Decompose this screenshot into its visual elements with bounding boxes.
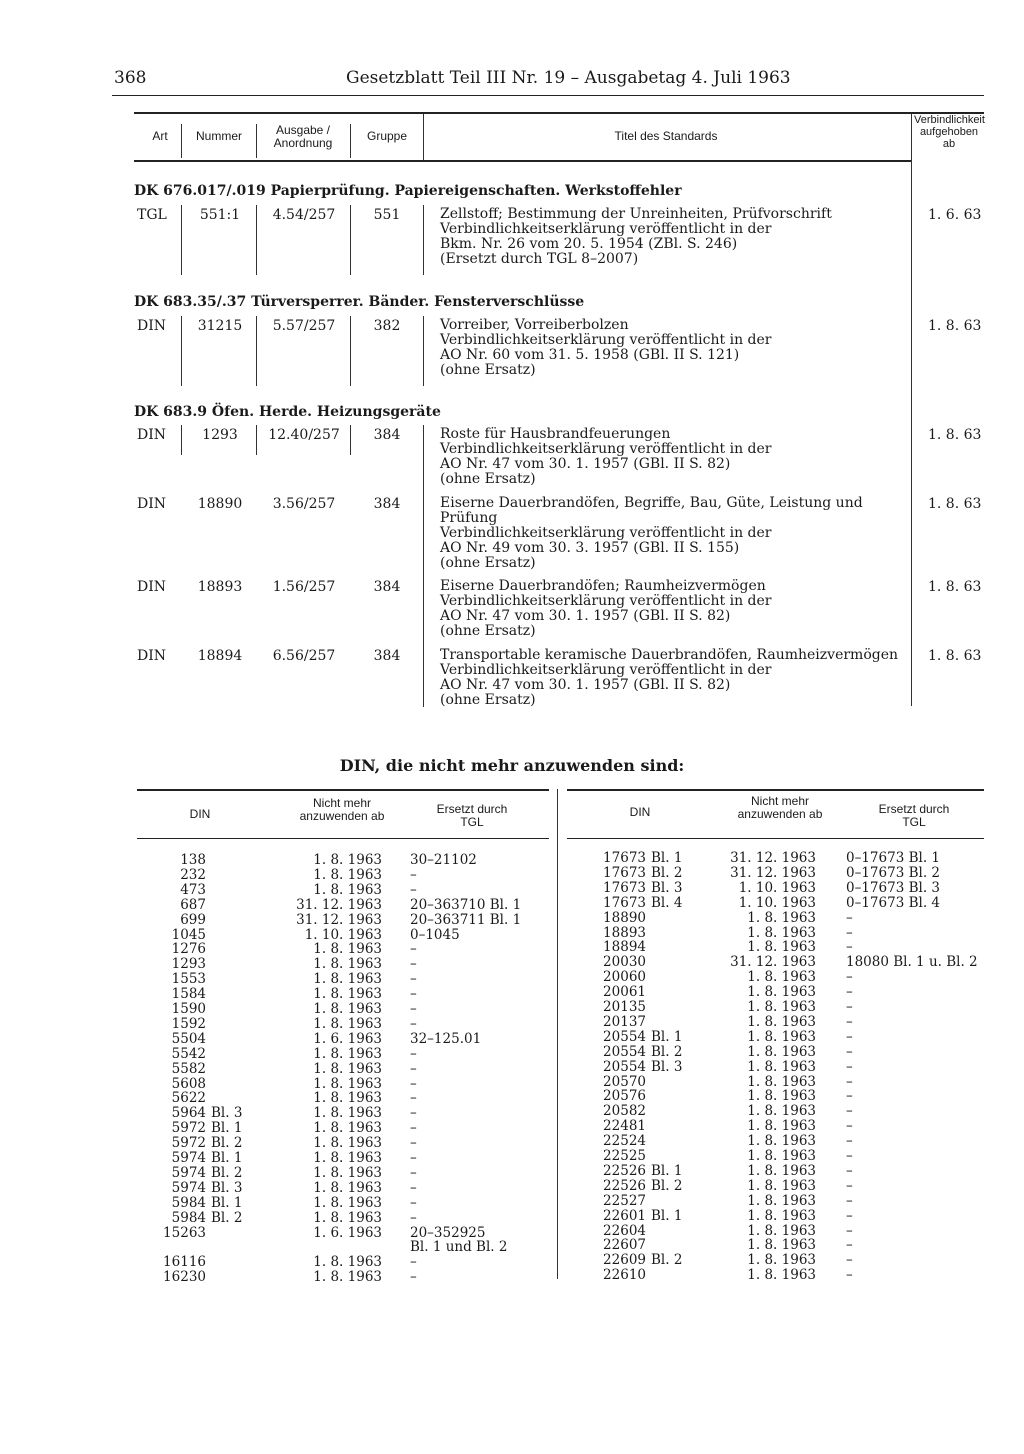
din-number: 17673 xyxy=(603,879,646,896)
gruppe-cell: 551 xyxy=(373,207,401,223)
titel-cell: Transportable keramische Dauerbrandöfen, Raumheizvermögen Verbindlichkeitserklärung veröffentlicht in der AO Nr. 47 vom 30. 1. 1957 (GBl. II S. 82) (ohne Ersatz) xyxy=(440,647,899,708)
ersetzt-cell: – xyxy=(846,1073,853,1090)
gruppe-cell: 384 xyxy=(373,648,401,664)
din-number: 20554 xyxy=(603,1028,646,1045)
date-cell: 1. 8. 1963 xyxy=(747,1252,816,1269)
din-number: 22526 xyxy=(603,1177,646,1194)
date-cell: 1. 8. 1963 xyxy=(313,1105,382,1122)
ersetzt-cell: – xyxy=(846,1043,853,1060)
din-number: 22604 xyxy=(603,1222,646,1239)
din-number: 699 xyxy=(180,911,206,928)
ersetzt-cell: 20–363711 Bl. 1 xyxy=(410,911,522,928)
ausgabe-cell: 5.57/257 xyxy=(272,318,336,334)
list-header-rule xyxy=(567,838,984,839)
ersetzt-cell: – xyxy=(846,999,853,1015)
din-sheet: Bl. 2 xyxy=(651,864,683,881)
date-cell: 1. 8. 1963 xyxy=(747,1133,816,1150)
din-number: 5964 xyxy=(171,1105,206,1122)
list-col-header-nicht-mehr: Nicht mehr anzuwenden ab xyxy=(299,796,385,823)
nummer-cell: 31215 xyxy=(197,318,243,334)
date-cell: 1. 8. 1963 xyxy=(313,941,382,958)
ersetzt-cell: 0–17673 Bl. 2 xyxy=(846,864,940,881)
art-cell: DIN xyxy=(137,427,167,443)
din-number: 1276 xyxy=(171,941,206,958)
din-sheet: Bl. 1 xyxy=(651,1207,683,1224)
ausgabe-cell: 6.56/257 xyxy=(272,648,336,664)
upper-table-header-rule xyxy=(134,160,912,162)
ersetzt-cell: 0–1045 xyxy=(410,926,460,943)
din-number: 5582 xyxy=(171,1060,206,1077)
list-col-header-nicht-mehr: Nicht mehr anzuwenden ab xyxy=(737,794,823,821)
date-cell: 1. 8. 1963 xyxy=(747,1177,816,1194)
din-sheet: Bl. 2 xyxy=(651,1043,683,1060)
ersetzt-cell: 20–352925 xyxy=(410,1224,486,1241)
din-sheet: Bl. 3 xyxy=(211,1105,243,1122)
date-cell: 1. 10. 1963 xyxy=(304,926,382,943)
ersetzt-cell: 0–17673 Bl. 4 xyxy=(846,894,940,911)
date-cell: 1. 8. 1963 xyxy=(747,1207,816,1224)
date-cell: 1. 8. 63 xyxy=(928,496,982,512)
col-header-art: Art xyxy=(152,129,168,143)
din-number: 473 xyxy=(180,881,206,898)
date-cell: 1. 8. 1963 xyxy=(313,1075,382,1092)
ersetzt-cell: – xyxy=(846,1133,853,1150)
date-cell: 1. 8. 1963 xyxy=(313,1045,382,1062)
din-sheet: Bl. 2 xyxy=(651,1177,683,1194)
din-number: 20576 xyxy=(603,1088,646,1105)
ausgabe-cell: 3.56/257 xyxy=(272,496,336,512)
ersetzt-cell: – xyxy=(846,969,853,986)
ersetzt-cell: – xyxy=(846,1028,853,1045)
titel-cell: Eiserne Dauerbrandöfen; Raumheizvermögen Verbindlichkeitserklärung veröffentlicht in der AO Nr. 47 vom 30. 1. 1957 (GBl. II S. 82) (ohne Ersatz) xyxy=(440,578,772,639)
column-sep xyxy=(256,316,257,386)
date-cell: 1. 8. 1963 xyxy=(747,1013,816,1030)
list-col-header-din: DIN xyxy=(189,807,211,821)
ersetzt-cell: – xyxy=(410,1060,417,1077)
header-rule xyxy=(112,95,984,96)
ersetzt-cell: – xyxy=(846,1207,853,1224)
list-col-header-ersetzt: Ersetzt durch TGL xyxy=(878,802,950,829)
ersetzt-cell: – xyxy=(410,1075,417,1092)
ersetzt-cell: – xyxy=(846,939,853,956)
ersetzt-cell: 0–17673 Bl. 3 xyxy=(846,879,940,896)
list-divider xyxy=(557,789,558,1279)
col-header-ausgabe: Ausgabe / Anordnung xyxy=(273,123,333,150)
date-cell: 1. 8. 1963 xyxy=(313,1150,382,1166)
date-cell: 1. 8. 1963 xyxy=(313,1060,382,1077)
date-cell: 31. 12. 1963 xyxy=(730,864,816,881)
header-sep xyxy=(423,114,424,160)
list-top-rule xyxy=(567,789,984,791)
din-number: 20135 xyxy=(603,999,646,1015)
date-cell: 1. 8. 1963 xyxy=(313,1179,382,1196)
din-number: 5974 xyxy=(171,1150,206,1166)
date-cell: 31. 12. 1963 xyxy=(730,850,816,866)
ersetzt-cell: Bl. 1 und Bl. 2 xyxy=(410,1239,508,1256)
ersetzt-cell: – xyxy=(410,1209,417,1226)
col-header-nummer: Nummer xyxy=(195,129,242,143)
ersetzt-cell: – xyxy=(846,1177,853,1194)
din-number: 5974 xyxy=(171,1179,206,1196)
page-number: 368 xyxy=(114,68,147,88)
din-number: 1592 xyxy=(171,1015,206,1032)
gruppe-cell: 384 xyxy=(373,496,401,512)
ersetzt-cell: – xyxy=(846,1267,853,1284)
din-number: 687 xyxy=(180,896,206,913)
date-cell: 1. 8. 1963 xyxy=(313,956,382,973)
date-cell: 1. 10. 1963 xyxy=(738,894,816,911)
din-number: 15263 xyxy=(163,1224,206,1241)
date-cell: 1. 10. 1963 xyxy=(738,879,816,896)
date-cell: 1. 8. 1963 xyxy=(747,909,816,926)
ersetzt-cell: – xyxy=(410,941,417,958)
nummer-cell: 1293 xyxy=(202,427,238,443)
date-cell: 1. 6. 63 xyxy=(928,207,982,223)
column-sep xyxy=(256,205,257,275)
date-cell: 1. 8. 1963 xyxy=(747,1192,816,1209)
nummer-cell: 551:1 xyxy=(199,207,241,223)
din-number: 5504 xyxy=(171,1030,206,1047)
ersetzt-cell: – xyxy=(410,1135,417,1152)
din-number: 22525 xyxy=(603,1148,646,1164)
date-cell: 1. 8. 1963 xyxy=(747,1162,816,1179)
column-sep xyxy=(350,316,351,386)
ersetzt-cell: – xyxy=(410,1120,417,1137)
ersetzt-cell: – xyxy=(846,1058,853,1075)
column-sep xyxy=(181,425,182,455)
ersetzt-cell: – xyxy=(846,1103,853,1120)
nummer-cell: 18893 xyxy=(197,579,243,595)
din-number: 5622 xyxy=(171,1090,206,1107)
column-sep xyxy=(423,316,424,386)
din-number: 5974 xyxy=(171,1164,206,1181)
date-cell: 1. 6. 1963 xyxy=(313,1030,382,1047)
date-cell: 1. 8. 1963 xyxy=(747,1237,816,1254)
din-sheet: Bl. 3 xyxy=(651,1058,683,1075)
column-sep xyxy=(256,425,257,455)
ausgabe-cell: 12.40/257 xyxy=(268,427,340,443)
date-cell: 1. 8. 1963 xyxy=(747,1103,816,1120)
ersetzt-cell: – xyxy=(410,1254,417,1271)
date-cell: 1. 8. 1963 xyxy=(313,1164,382,1181)
din-list-heading: DIN, die nicht mehr anzuwenden sind: xyxy=(339,756,685,775)
din-number: 5608 xyxy=(171,1075,206,1092)
ersetzt-cell: 0–17673 Bl. 1 xyxy=(846,850,940,866)
titel-cell: Vorreiber, Vorreiberbolzen Verbindlichkeitserklärung veröffentlicht in der AO Nr. 60 vom 31. 5. 1958 (GBl. II S. 121) (ohne Ersatz) xyxy=(440,317,772,378)
date-cell: 1. 6. 1963 xyxy=(313,1224,382,1241)
din-number: 18890 xyxy=(603,909,646,926)
ersetzt-cell: – xyxy=(410,971,417,988)
din-sheet: Bl. 3 xyxy=(651,879,683,896)
din-number: 1553 xyxy=(171,971,206,988)
ersetzt-cell: – xyxy=(846,1237,853,1254)
ersetzt-cell: – xyxy=(410,1105,417,1122)
din-number: 22609 xyxy=(603,1252,646,1269)
ersetzt-cell: – xyxy=(846,1222,853,1239)
gruppe-cell: 384 xyxy=(373,427,401,443)
din-sheet: Bl. 2 xyxy=(651,1252,683,1269)
din-number: 20554 xyxy=(603,1043,646,1060)
din-number: 18894 xyxy=(603,939,646,956)
date-cell: 31. 12. 1963 xyxy=(296,896,382,913)
date-cell: 31. 12. 1963 xyxy=(296,911,382,928)
din-number: 17673 xyxy=(603,894,646,911)
art-cell: DIN xyxy=(137,496,167,512)
din-number: 22524 xyxy=(603,1133,646,1150)
date-cell: 1. 8. 1963 xyxy=(313,1015,382,1032)
list-header-rule xyxy=(137,838,549,839)
titel-cell: Eiserne Dauerbrandöfen, Begriffe, Bau, Güte, Leistung und Prüfung Verbindlichkeitserklärung veröffentlicht in der AO Nr. 49 vom 30. 3. 1957 (GBl. II S. 155) (ohne Ersatz) xyxy=(440,495,863,571)
date-cell: 1. 8. 1963 xyxy=(313,1001,382,1017)
section-heading: DK 683.35/.37 Türversperrer. Bänder. Fensterverschlüsse xyxy=(134,294,585,310)
ersetzt-cell: – xyxy=(846,909,853,926)
date-cell: 1. 8. 1963 xyxy=(747,1267,816,1284)
din-number: 138 xyxy=(180,852,206,868)
din-sheet: Bl. 1 xyxy=(651,850,683,866)
date-cell: 1. 8. 1963 xyxy=(747,1118,816,1135)
column-sep xyxy=(350,425,351,455)
din-number: 16230 xyxy=(163,1269,206,1286)
nummer-cell: 18894 xyxy=(197,648,243,664)
date-cell: 1. 8. 1963 xyxy=(313,1090,382,1107)
ersetzt-cell: – xyxy=(846,924,853,941)
din-number: 17673 xyxy=(603,864,646,881)
date-cell: 1. 8. 1963 xyxy=(313,1269,382,1286)
din-number: 20030 xyxy=(603,954,646,971)
din-number: 5972 xyxy=(171,1135,206,1152)
din-number: 18893 xyxy=(603,924,646,941)
date-cell: 1. 8. 1963 xyxy=(747,999,816,1015)
art-cell: DIN xyxy=(137,318,167,334)
ersetzt-cell: – xyxy=(846,1013,853,1030)
ersetzt-cell: 20–363710 Bl. 1 xyxy=(410,896,522,913)
nummer-cell: 18890 xyxy=(197,496,243,512)
date-cell: 1. 8. 1963 xyxy=(747,1073,816,1090)
date-cell: 1. 8. 1963 xyxy=(747,1148,816,1164)
gruppe-cell: 382 xyxy=(373,318,401,334)
ersetzt-cell: – xyxy=(846,1118,853,1135)
din-number: 1293 xyxy=(171,956,206,973)
din-sheet: Bl. 1 xyxy=(211,1194,243,1211)
ersetzt-cell: – xyxy=(410,866,417,883)
din-number: 1584 xyxy=(171,986,206,1003)
din-number: 5984 xyxy=(171,1194,206,1211)
din-number: 20060 xyxy=(603,969,646,986)
ersetzt-cell: – xyxy=(410,986,417,1003)
din-sheet: Bl. 2 xyxy=(211,1164,243,1181)
date-cell: 1. 8. 1963 xyxy=(747,939,816,956)
din-sheet: Bl. 2 xyxy=(211,1135,243,1152)
date-cell: 1. 8. 63 xyxy=(928,648,982,664)
din-sheet: Bl. 4 xyxy=(651,894,683,911)
din-number: 20554 xyxy=(603,1058,646,1075)
din-number: 5984 xyxy=(171,1209,206,1226)
ersetzt-cell: 30–21102 xyxy=(410,852,477,868)
date-cell: 1. 8. 63 xyxy=(928,579,982,595)
din-number: 22526 xyxy=(603,1162,646,1179)
column-sep xyxy=(181,316,182,386)
din-number: 1590 xyxy=(171,1001,206,1017)
din-sheet: Bl. 1 xyxy=(651,1028,683,1045)
date-cell: 31. 12. 1963 xyxy=(730,954,816,971)
din-number: 22481 xyxy=(603,1118,646,1135)
din-number: 1045 xyxy=(171,926,206,943)
date-cell: 1. 8. 63 xyxy=(928,427,982,443)
ersetzt-cell: – xyxy=(410,1269,417,1286)
ersetzt-cell: – xyxy=(846,1088,853,1105)
din-number: 22601 xyxy=(603,1207,646,1224)
date-cell: 1. 8. 1963 xyxy=(313,971,382,988)
ersetzt-cell: – xyxy=(846,1252,853,1269)
din-sheet: Bl. 1 xyxy=(651,1162,683,1179)
date-cell: 1. 8. 1963 xyxy=(313,1254,382,1271)
art-cell: DIN xyxy=(137,579,167,595)
date-cell: 1. 8. 1963 xyxy=(747,1058,816,1075)
date-cell: 1. 8. 63 xyxy=(928,318,982,334)
upper-table-top-rule xyxy=(134,112,984,114)
col-header-verbindlichkeit: Verbindlichkeit aufgehoben ab xyxy=(914,114,985,150)
ersetzt-cell: – xyxy=(410,1150,417,1166)
din-number: 232 xyxy=(180,866,206,883)
date-cell: 1. 8. 1963 xyxy=(747,1088,816,1105)
header-sep xyxy=(256,124,257,158)
date-cell: 1. 8. 1963 xyxy=(747,924,816,941)
list-col-header-din: DIN xyxy=(629,805,651,819)
ersetzt-cell: – xyxy=(846,984,853,1001)
titel-cell: Roste für Hausbrandfeuerungen Verbindlichkeitserklärung veröffentlicht in der AO Nr. 47 vom 30. 1. 1957 (GBl. II S. 82) (ohne Ersatz) xyxy=(440,426,772,487)
din-number: 20582 xyxy=(603,1103,646,1120)
date-cell: 1. 8. 1963 xyxy=(313,986,382,1003)
din-number: 16116 xyxy=(163,1254,206,1271)
column-sep xyxy=(350,205,351,275)
ersetzt-cell: – xyxy=(410,1179,417,1196)
section-heading: DK 683.9 Öfen. Herde. Heizungsgeräte xyxy=(134,404,441,420)
din-number: 22527 xyxy=(603,1192,646,1209)
din-number: 5972 xyxy=(171,1120,206,1137)
date-cell: 1. 8. 1963 xyxy=(313,866,382,883)
date-cell: 1. 8. 1963 xyxy=(313,1120,382,1137)
titel-cell: Zellstoff; Bestimmung der Unreinheiten, Prüfvorschrift Verbindlichkeitserklärung veröffentlicht in der Bkm. Nr. 26 vom 20. 5. 1954 (ZBl. S. 246) (Ersetzt durch TGL 8–2007) xyxy=(440,206,832,267)
din-number: 20061 xyxy=(603,984,646,1001)
ersetzt-cell: – xyxy=(410,1001,417,1017)
date-cell: 1. 8. 1963 xyxy=(747,984,816,1001)
din-number: 5542 xyxy=(171,1045,206,1062)
date-cell: 1. 8. 1963 xyxy=(747,1043,816,1060)
page-title: Gesetzblatt Teil III Nr. 19 – Ausgabetag 4. Juli 1963 xyxy=(346,68,791,88)
date-cell: 1. 8. 1963 xyxy=(313,852,382,868)
ersetzt-cell: – xyxy=(410,1194,417,1211)
list-top-rule xyxy=(137,789,549,791)
date-cell: 1. 8. 1963 xyxy=(313,1135,382,1152)
section-heading: DK 676.017/.019 Papierprüfung. Papiereigenschaften. Werkstoffehler xyxy=(134,183,682,199)
ersetzt-cell: – xyxy=(846,1148,853,1164)
date-cell: 1. 8. 1963 xyxy=(747,1222,816,1239)
header-sep xyxy=(911,114,912,706)
din-sheet: Bl. 3 xyxy=(211,1179,243,1196)
art-cell: DIN xyxy=(137,648,167,664)
column-sep xyxy=(423,205,424,275)
ersetzt-cell: – xyxy=(846,1192,853,1209)
din-number: 17673 xyxy=(603,850,646,866)
date-cell: 1. 8. 1963 xyxy=(313,881,382,898)
din-sheet: Bl. 1 xyxy=(211,1150,243,1166)
ersetzt-cell: – xyxy=(410,1090,417,1107)
column-sep xyxy=(423,425,424,707)
gruppe-cell: 384 xyxy=(373,579,401,595)
date-cell: 1. 8. 1963 xyxy=(313,1194,382,1211)
header-sep xyxy=(350,124,351,158)
date-cell: 1. 8. 1963 xyxy=(313,1209,382,1226)
date-cell: 1. 8. 1963 xyxy=(747,969,816,986)
ersetzt-cell: – xyxy=(410,1045,417,1062)
list-col-header-ersetzt: Ersetzt durch TGL xyxy=(436,802,508,829)
din-number: 20570 xyxy=(603,1073,646,1090)
art-cell: TGL xyxy=(137,207,167,223)
din-number: 22610 xyxy=(603,1267,646,1284)
header-sep xyxy=(181,124,182,158)
ersetzt-cell: – xyxy=(410,956,417,973)
col-header-titel: Titel des Standards xyxy=(614,129,718,143)
din-sheet: Bl. 1 xyxy=(211,1120,243,1137)
ersetzt-cell: – xyxy=(410,1015,417,1032)
ersetzt-cell: 32–125.01 xyxy=(410,1030,482,1047)
ausgabe-cell: 1.56/257 xyxy=(272,579,336,595)
din-number: 20137 xyxy=(603,1013,646,1030)
ersetzt-cell: – xyxy=(410,1164,417,1181)
column-sep xyxy=(181,205,182,275)
ersetzt-cell: – xyxy=(410,881,417,898)
ersetzt-cell: 18080 Bl. 1 u. Bl. 2 xyxy=(846,954,978,971)
date-cell: 1. 8. 1963 xyxy=(747,1028,816,1045)
col-header-gruppe: Gruppe xyxy=(366,129,408,143)
ersetzt-cell: – xyxy=(846,1162,853,1179)
din-number: 22607 xyxy=(603,1237,646,1254)
ausgabe-cell: 4.54/257 xyxy=(272,207,336,223)
din-sheet: Bl. 2 xyxy=(211,1209,243,1226)
